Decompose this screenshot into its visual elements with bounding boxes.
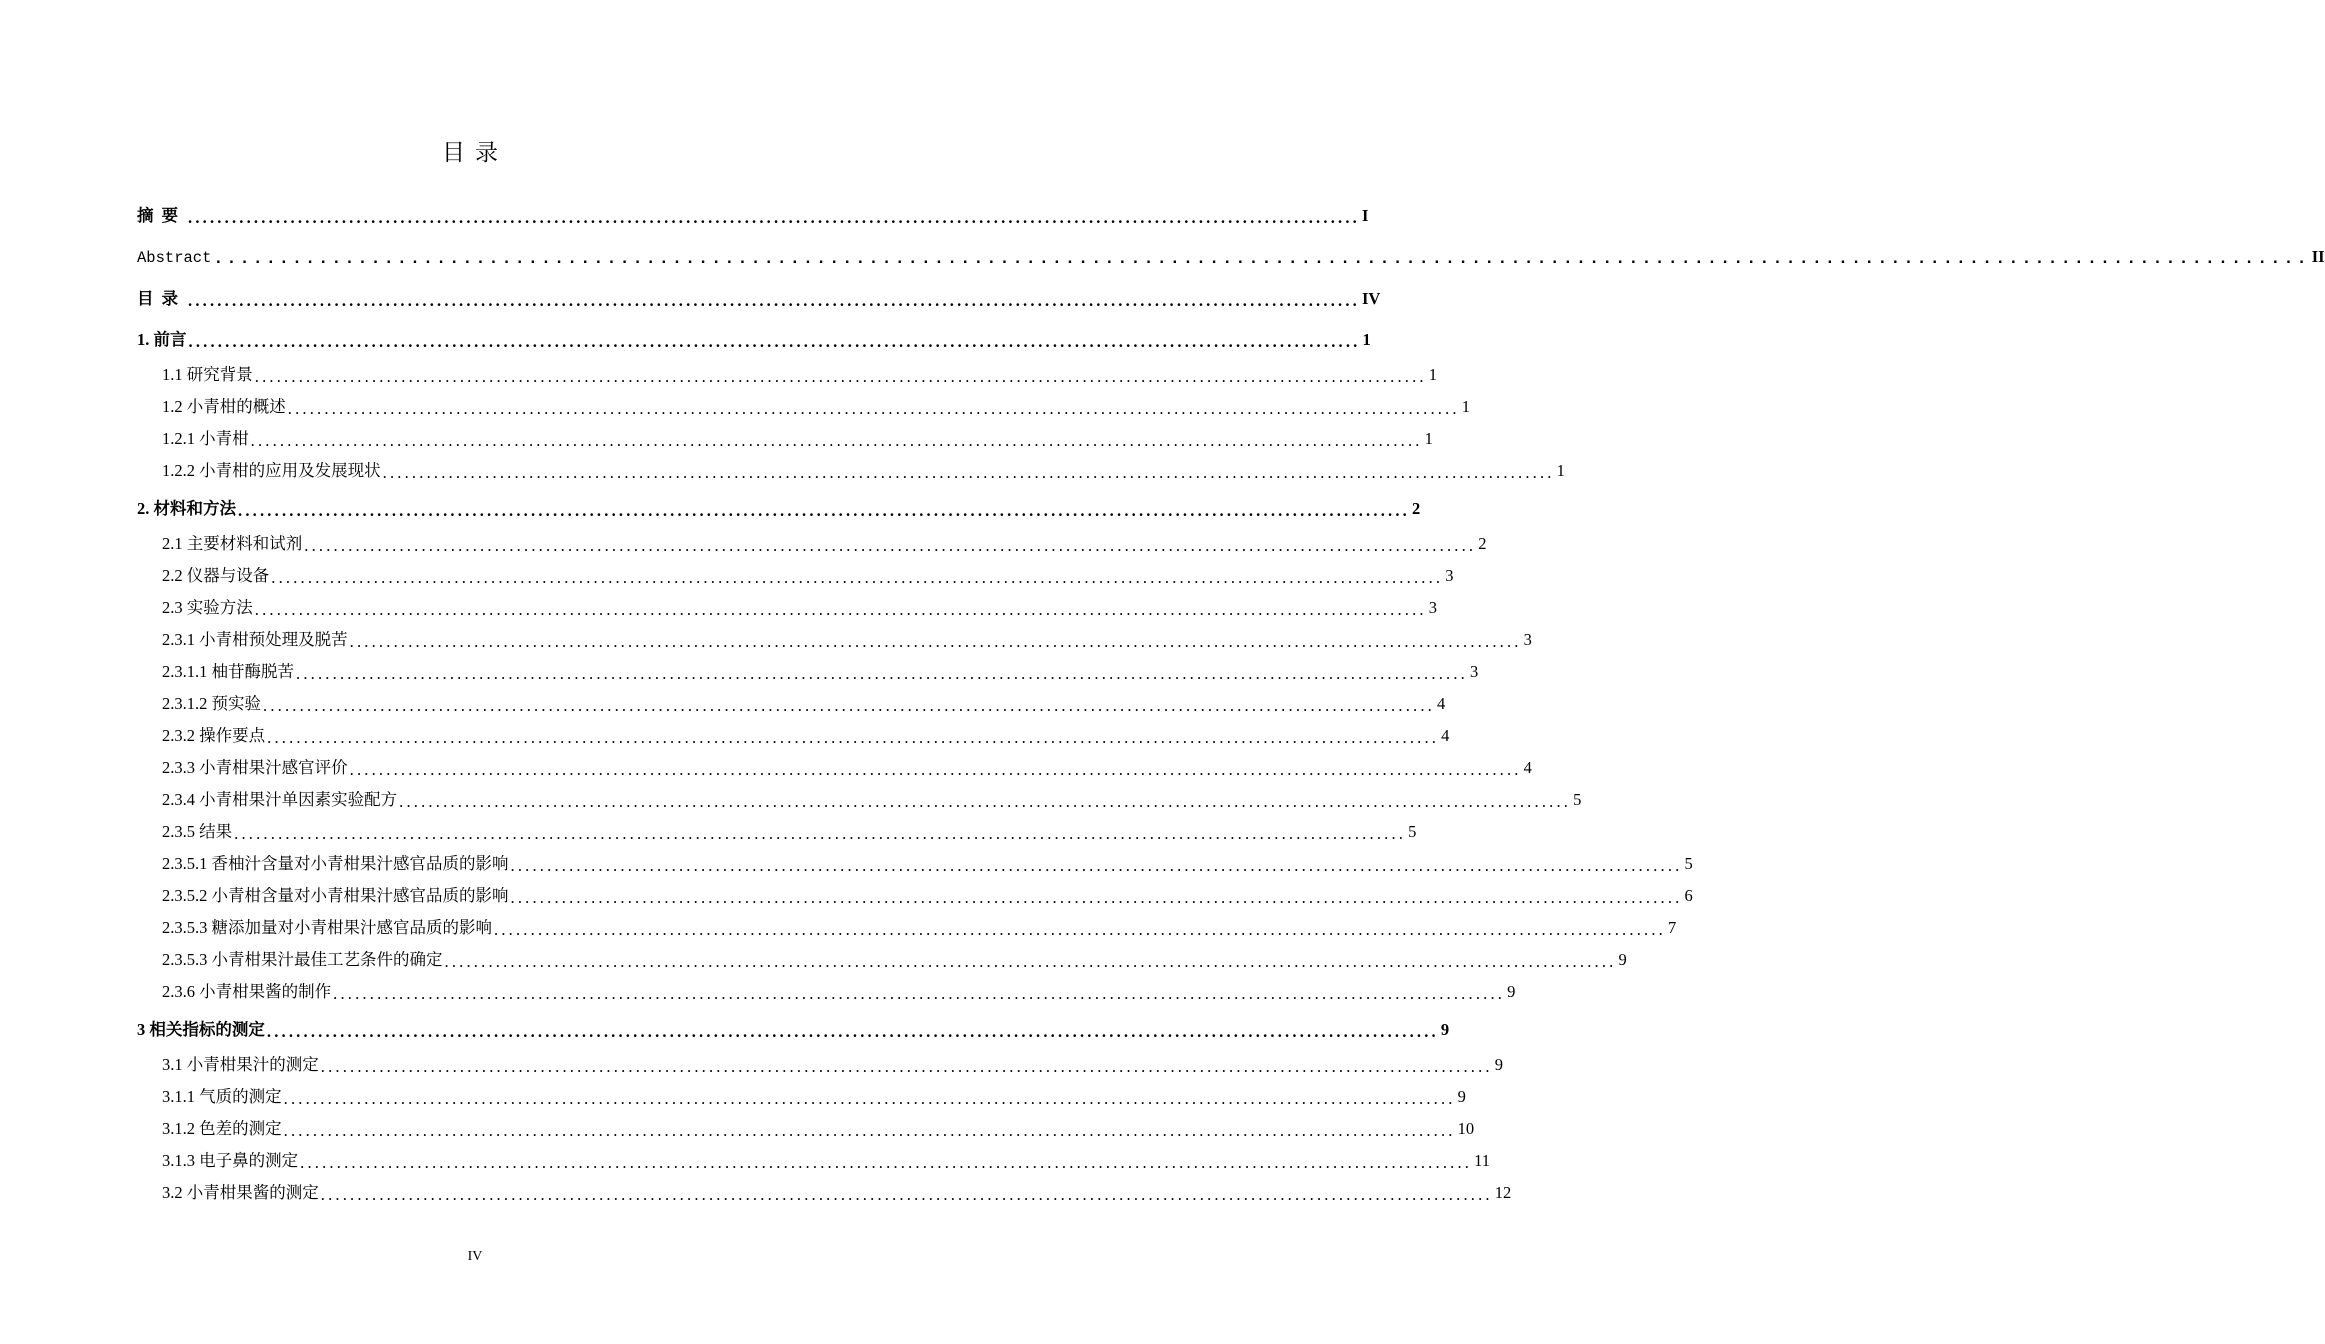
toc-entry-label: 2.2 仪器与设备 xyxy=(162,566,270,585)
toc-entry-label: 1.2.1 小青柑 xyxy=(162,429,249,448)
toc-entry-page: 1 xyxy=(1428,365,1437,384)
toc-entry-page: 3 xyxy=(1523,630,1532,649)
toc-entry-label: 2.3.5.3 糖添加量对小青柑果汁感官品质的影响 xyxy=(162,918,492,937)
toc-entry[interactable] xyxy=(162,816,1417,843)
toc-entry-label: 2.3.6 小青柑果酱的制作 xyxy=(162,982,332,1001)
toc-entry[interactable] xyxy=(137,241,2325,268)
toc-leader-dots: ................................................................................................................................................................ xyxy=(283,1088,1456,1108)
page-footer-number: IV xyxy=(467,1249,483,1264)
toc-leader-dots: ................................................................................................................................................................ xyxy=(320,1184,1493,1204)
toc-leader-dots: ................................................................................................................................................................ xyxy=(300,1152,1473,1172)
toc-entry[interactable] xyxy=(162,720,1450,747)
toc-entry-label: 3.1 小青柑果汁的测定 xyxy=(162,1055,319,1074)
toc-entry-label: 3.2 小青柑果酱的测定 xyxy=(162,1183,319,1202)
toc-entry-page: 4 xyxy=(1437,694,1446,713)
toc-entry-page: 9 xyxy=(1507,982,1516,1001)
toc-entry-page: 6 xyxy=(1684,886,1693,905)
toc-entry[interactable] xyxy=(162,880,1693,907)
toc-entry-label: 2.3.1.1 柚苷酶脱苦 xyxy=(162,662,294,681)
toc-entry[interactable] xyxy=(162,391,1470,418)
toc-entry[interactable] xyxy=(137,1014,1450,1041)
toc-leader-dots: ................................................................................................................................................................ xyxy=(333,983,1506,1003)
toc-entry-page: 4 xyxy=(1441,726,1450,745)
toc-leader-dots: ................................................................................................................................................................ xyxy=(283,1120,1456,1140)
toc-entry-page: II xyxy=(2311,247,2325,266)
toc-entry-page: 11 xyxy=(1474,1151,1491,1170)
toc-leader-dots: ................................................................................................................................................................ xyxy=(250,430,1423,450)
toc-entry[interactable] xyxy=(162,848,1693,875)
toc-entry[interactable] xyxy=(162,1081,1466,1108)
toc-entry-label: 1.2.2 小青柑的应用及发展现状 xyxy=(162,461,381,480)
page-title: 目录 xyxy=(442,140,508,166)
toc-leader-dots: ................................................................................................................................................................ xyxy=(296,663,1468,683)
toc-leader-dots: ................................................................................................................................................................ xyxy=(444,951,1617,971)
toc-entry-page: 12 xyxy=(1494,1183,1512,1202)
toc-entry-page: 4 xyxy=(1523,758,1532,777)
toc-entry[interactable] xyxy=(162,976,1516,1003)
toc-entry[interactable] xyxy=(162,656,1479,683)
toc-entry-page: 3 xyxy=(1445,566,1454,585)
toc-entry-label: 2.3 实验方法 xyxy=(162,598,253,617)
toc-entry-label: Abstract xyxy=(137,249,212,267)
toc-entry-label: 1.2 小青柑的概述 xyxy=(162,397,286,416)
toc-leader-dots: ................................................................................................................................................................ xyxy=(494,919,1666,939)
toc-entry-page: 9 xyxy=(1457,1087,1466,1106)
toc-leader-dots: ................................................................................................................................................................ xyxy=(349,759,1522,779)
toc-leader-dots: ................................................................................................................................................................ xyxy=(399,791,1572,811)
toc-entry-page: I xyxy=(1362,206,1369,225)
toc-entry-label: 2.3.5 结果 xyxy=(162,822,233,841)
toc-entry[interactable] xyxy=(137,493,1421,520)
toc-entry-page: 2 xyxy=(1478,534,1487,553)
toc-entry-page: 3 xyxy=(1428,598,1437,617)
toc-entry-page: 9 xyxy=(1440,1020,1450,1039)
toc-leader-dots: ................................................................................................................................................................ xyxy=(234,823,1407,843)
toc-entry-page: 2 xyxy=(1412,499,1421,518)
toc-entry-label: 目录 xyxy=(137,289,186,308)
toc-entry-label: 2.3.1 小青柑预处理及脱苦 xyxy=(162,630,348,649)
toc-entry[interactable] xyxy=(162,560,1454,587)
toc-entry-page: 9 xyxy=(1494,1055,1503,1074)
toc-entry-page: 7 xyxy=(1668,918,1677,937)
toc-entry-page: 3 xyxy=(1470,662,1479,681)
toc-leader-dots: ................................................................................................................................................................ xyxy=(510,887,1683,907)
toc-entry[interactable] xyxy=(162,944,1627,971)
toc-leader-dots: ................................................................................................................................................................ xyxy=(287,398,1460,418)
toc-entry[interactable] xyxy=(162,752,1532,779)
toc-entry-label: 1. 前言 xyxy=(137,330,187,349)
toc-entry-label: 3.1.3 电子鼻的测定 xyxy=(162,1151,299,1170)
toc-entry-label: 2. 材料和方法 xyxy=(137,499,236,518)
toc-entry[interactable] xyxy=(137,324,1371,351)
toc-entry-page: 1 xyxy=(1424,429,1433,448)
toc-leader-dots: ................................................................................................................................................................ xyxy=(510,855,1683,875)
toc-entry[interactable] xyxy=(162,423,1433,450)
toc-leader-dots: ................................................................................................................................................................ xyxy=(266,1021,1439,1041)
toc-leader-dots: ................................................................................................................................................................ xyxy=(271,567,1444,587)
toc-entry[interactable] xyxy=(162,528,1487,555)
toc-entry[interactable] xyxy=(137,283,1381,310)
toc-entry[interactable] xyxy=(137,200,1369,227)
toc-entry[interactable] xyxy=(162,592,1437,619)
toc-entry-label: 2.3.1.2 预实验 xyxy=(162,694,261,713)
toc-leader-dots: ................................................................................................................................................................ xyxy=(320,1056,1493,1076)
toc-leader-dots: ................................................................................................................................................................ xyxy=(349,631,1522,651)
toc-entry-label: 2.3.5.2 小青柑含量对小青柑果汁感官品质的影响 xyxy=(162,886,509,905)
toc-entry-page: IV xyxy=(1362,289,1381,308)
toc-entry-label: 3.1.1 气质的测定 xyxy=(162,1087,282,1106)
toc-entry-page: 1 xyxy=(1362,330,1371,349)
toc-entry[interactable] xyxy=(162,784,1582,811)
toc-leader-dots: ................................................................................................................................................................ xyxy=(304,535,1477,555)
toc-entry-label: 1.1 研究背景 xyxy=(162,365,253,384)
toc-entry-label: 3.1.2 色差的测定 xyxy=(162,1119,282,1138)
toc-entry[interactable] xyxy=(162,455,1565,482)
toc-entry-page: 9 xyxy=(1618,950,1627,969)
toc-entry[interactable] xyxy=(162,688,1446,715)
toc-entry-page: 5 xyxy=(1408,822,1417,841)
toc-entry-label: 2.3.5.1 香柚汁含量对小青柑果汁感官品质的影响 xyxy=(162,854,509,873)
toc-leader-dots: ................................................................................................................................................................ xyxy=(254,599,1427,619)
toc-entry-label: 摘要 xyxy=(137,206,186,225)
toc-entry[interactable] xyxy=(162,359,1437,386)
toc-leader-dots: ................................................................................................................................................................ xyxy=(254,366,1427,386)
toc-leader-dots: ................................................................................................................................................................ xyxy=(267,727,1440,747)
toc-entry-page: 1 xyxy=(1556,461,1565,480)
toc-entry[interactable] xyxy=(162,624,1532,651)
toc-entry-label: 2.1 主要材料和试剂 xyxy=(162,534,303,553)
toc-entry-label: 2.3.3 小青柑果汁感官评价 xyxy=(162,758,348,777)
toc-entry-label: 2.3.2 操作要点 xyxy=(162,726,266,745)
toc-leader-dots: ................................................................................................................................................................ xyxy=(188,290,1360,310)
toc-leader-dots: ................................................................................................................................................................ xyxy=(213,248,2310,268)
toc-entry[interactable] xyxy=(162,912,1677,939)
toc-entry-label: 2.3.5.3 小青柑果汁最佳工艺条件的确定 xyxy=(162,950,443,969)
toc-entry-page: 10 xyxy=(1457,1119,1475,1138)
toc-entry-label: 3 相关指标的测定 xyxy=(137,1020,265,1039)
toc-entry[interactable] xyxy=(162,1113,1475,1140)
toc-leader-dots: ................................................................................................................................................................ xyxy=(238,500,1410,520)
toc-entry-label: 2.3.4 小青柑果汁单因素实验配方 xyxy=(162,790,398,809)
toc-leader-dots: ................................................................................................................................................................ xyxy=(188,331,1361,351)
toc-leader-dots: ................................................................................................................................................................ xyxy=(382,462,1555,482)
toc-entry[interactable] xyxy=(162,1049,1503,1076)
toc-entry-page: 1 xyxy=(1461,397,1470,416)
toc-entry[interactable] xyxy=(162,1177,1512,1204)
toc-entry-page: 5 xyxy=(1684,854,1693,873)
toc-leader-dots: ................................................................................................................................................................ xyxy=(188,207,1360,227)
toc-leader-dots: ................................................................................................................................................................ xyxy=(263,695,1435,715)
toc-entry[interactable] xyxy=(162,1145,1491,1172)
toc-entry-page: 5 xyxy=(1573,790,1582,809)
